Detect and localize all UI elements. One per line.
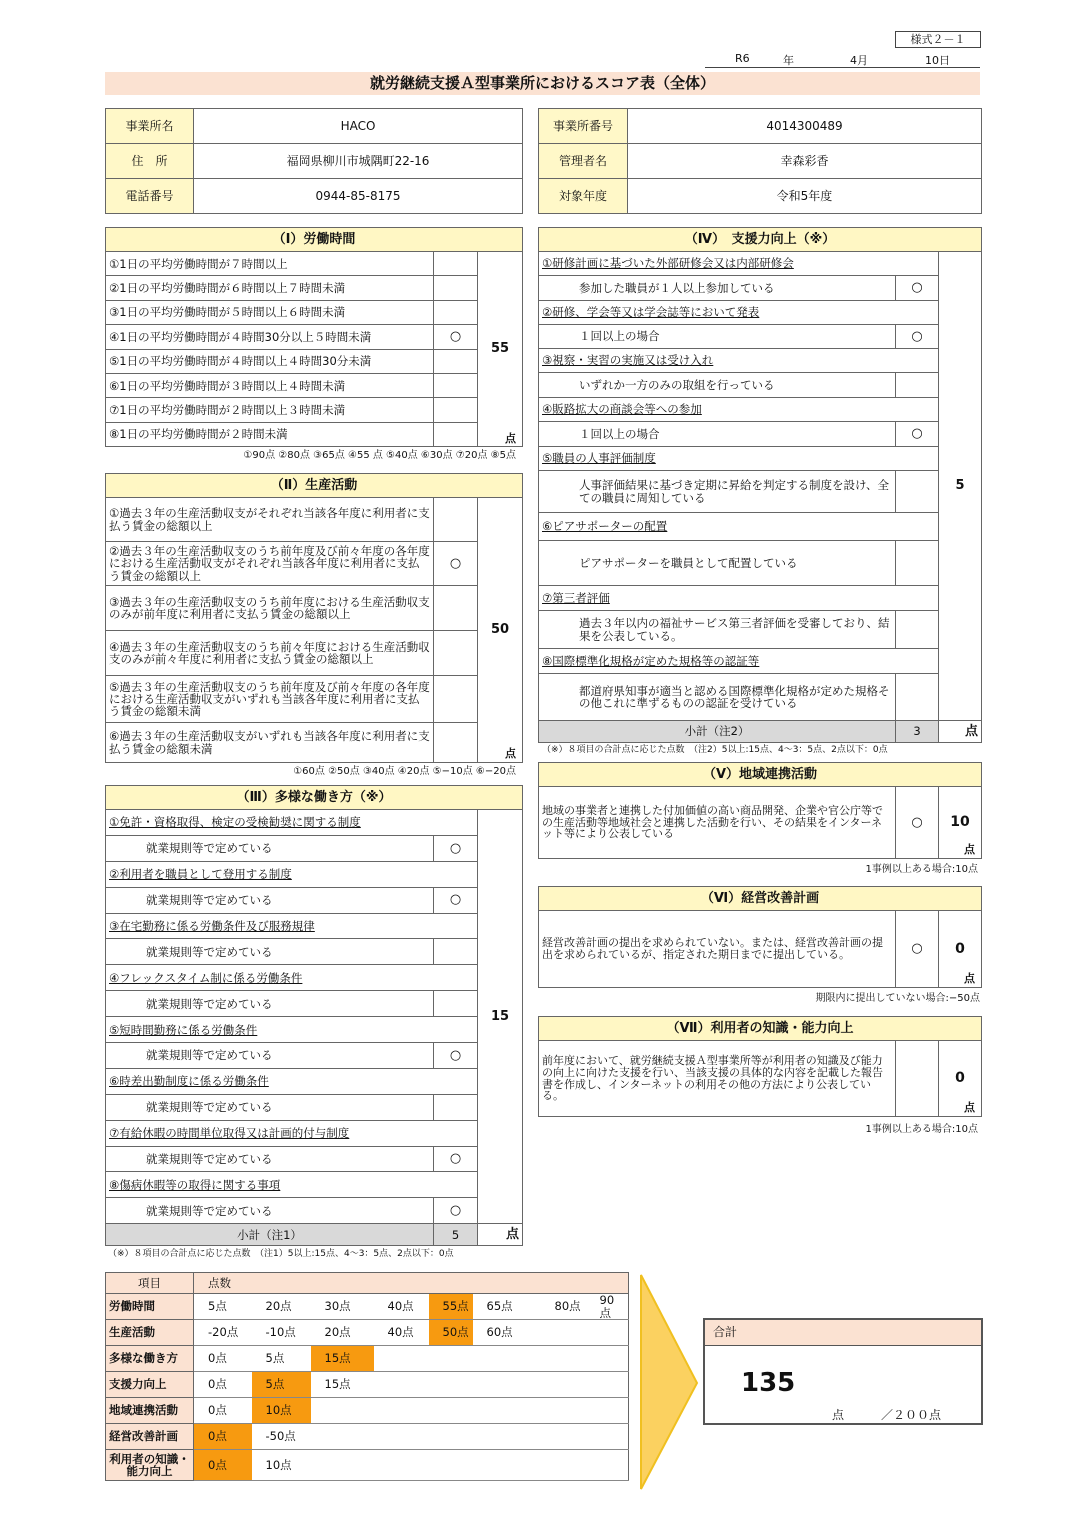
item-description: 就業規則等で定めている xyxy=(106,887,434,913)
section-diverse-work-note: （※）８項目の合計点に応じた点数 （注1）5以上:15点、4〜3：5点、2点以下：0点 xyxy=(108,1249,454,1259)
table-row xyxy=(539,721,982,743)
total-max: ／２００点 xyxy=(881,1408,942,1422)
info-label: 住 所 xyxy=(106,144,194,179)
table-row xyxy=(106,723,523,763)
table-row xyxy=(539,422,982,447)
table-row xyxy=(106,835,523,861)
score-option: 5点 xyxy=(194,1294,252,1320)
score-option: 0点 xyxy=(194,1372,252,1398)
item-heading: ③視察・実習の実施又は受け入れ xyxy=(539,349,939,373)
section-user-skills xyxy=(538,1016,982,1117)
total-value: 135 xyxy=(741,1368,796,1398)
table-row xyxy=(106,1450,629,1481)
table-row xyxy=(539,541,982,586)
item-heading: ②研修、学会等又は学会誌等において発表 xyxy=(539,301,939,325)
item-text: 前年度において、就労継続支援Ａ型事業所等が利用者の知識及び能力の向上に向けた支援を行い、当該支援の具体的な内容を記載した報告書を作成し、インターネットの利用その他の方法により公表している。 xyxy=(539,1041,896,1117)
item-text: ②過去３年の生産活動収支のうち前年度及び前々年度の各年度における生産活動収支がそれぞれ当該各年度に利用者に支払う賃金の総額以上 xyxy=(106,542,434,586)
item-mark xyxy=(896,541,939,586)
item-description: 就業規則等で定めている xyxy=(106,1198,434,1224)
sec6-score-unit: 点 xyxy=(964,972,975,986)
empty-cell xyxy=(429,1372,473,1398)
score-option: -20点 xyxy=(194,1320,252,1346)
section-regional xyxy=(538,762,982,859)
subtotal-label: 小計（注2） xyxy=(539,721,896,743)
empty-cell xyxy=(429,1398,473,1424)
summary-row-label: 利用者の知識・能力向上 xyxy=(106,1450,194,1481)
item-mark xyxy=(434,398,478,422)
score-option: 15点 xyxy=(311,1346,374,1372)
empty-cell xyxy=(311,1398,374,1424)
summary-row-label: 生産活動 xyxy=(106,1320,194,1346)
item-text: ③過去３年の生産活動収支のうち前年度における生産活動収支のみが前年度に利用者に支払う賃金の総額以上 xyxy=(106,586,434,631)
sec4-score-cell xyxy=(939,252,982,721)
score-option: 5点 xyxy=(252,1372,311,1398)
empty-cell xyxy=(311,1450,374,1481)
empty-cell xyxy=(586,1346,629,1372)
sec5-header: （Ⅴ）地域連携活動 xyxy=(539,763,982,787)
total-label: 合計 xyxy=(705,1320,981,1346)
empty-cell xyxy=(374,1398,429,1424)
empty-cell xyxy=(429,1346,473,1372)
item-text: ⑦1日の平均労働時間が２時間以上３時間未満 xyxy=(106,398,434,422)
table-row xyxy=(106,861,523,887)
item-description: 過去３年以内の福祉サービス第三者評価を受審しており、結果を公表している。 xyxy=(539,611,896,649)
table-row xyxy=(539,373,982,398)
empty-cell xyxy=(541,1346,586,1372)
item-heading: ⑦有給休暇の時間単位取得又は計画的付与制度 xyxy=(106,1120,478,1146)
table-row xyxy=(106,1017,523,1043)
item-mark xyxy=(434,373,478,397)
table-row xyxy=(539,1041,982,1117)
score-option: 20点 xyxy=(311,1320,374,1346)
item-text: ①1日の平均労働時間が７時間以上 xyxy=(106,252,434,276)
score-option: 10点 xyxy=(252,1398,311,1424)
sec3-score-cell xyxy=(478,810,523,1224)
item-heading: ④フレックスタイム制に係る労働条件 xyxy=(106,965,478,991)
empty-cell xyxy=(473,1424,541,1450)
form-id: 様式２－１ xyxy=(895,31,981,48)
info-value: 0944-85-8175 xyxy=(194,179,523,214)
table-row xyxy=(539,179,982,214)
table-row xyxy=(539,276,982,301)
empty-cell xyxy=(541,1424,586,1450)
date-year: R6 xyxy=(735,52,750,65)
sec3-header: （Ⅲ）多様な働き方（※） xyxy=(106,786,523,810)
empty-cell xyxy=(586,1320,629,1346)
total-unit: 点 xyxy=(832,1408,845,1422)
sec6-header: （Ⅵ）経営改善計画 xyxy=(539,887,982,911)
item-mark: ○ xyxy=(896,787,939,859)
summary-row-label: 経営改善計画 xyxy=(106,1424,194,1450)
table-row xyxy=(106,228,523,252)
summary-row-label: 支援力向上 xyxy=(106,1372,194,1398)
table-row xyxy=(106,1294,629,1320)
item-description: 就業規則等で定めている xyxy=(106,1094,434,1120)
item-heading: ⑤職員の人事評価制度 xyxy=(539,447,939,471)
summary-row-label: 労働時間 xyxy=(106,1294,194,1320)
table-row xyxy=(106,144,523,179)
score-option: 0点 xyxy=(194,1346,252,1372)
score-option: 65点 xyxy=(473,1294,541,1320)
table-row xyxy=(106,1198,523,1224)
total-box xyxy=(703,1318,983,1425)
item-mark xyxy=(434,300,478,324)
sec6-score: 0 xyxy=(955,940,965,957)
item-mark xyxy=(434,723,478,763)
section-support-improvement-note: （※）８項目の合計点に応じた点数 （注2）5以上:15点、4〜3：5点、2点以下：0点 xyxy=(542,745,888,755)
item-description: 人事評価結果に基づき定期に昇給を判定する制度を設け、全ての職員に周知している xyxy=(539,471,896,513)
table-row xyxy=(106,1043,523,1069)
table-row xyxy=(539,674,982,721)
table-row xyxy=(539,649,982,674)
table-row xyxy=(106,109,523,144)
table-row xyxy=(106,325,523,349)
empty-cell xyxy=(541,1450,586,1481)
empty-cell xyxy=(473,1346,541,1372)
table-row xyxy=(539,1017,982,1041)
subtotal-label: 小計（注1） xyxy=(106,1224,434,1246)
item-heading: ⑧国際標準化規格が定めた規格等の認証等 xyxy=(539,649,939,674)
table-row xyxy=(539,349,982,373)
table-row xyxy=(539,301,982,325)
section-diverse-work xyxy=(105,785,523,1246)
section-support-improvement xyxy=(538,227,982,743)
item-text: ⑥過去３年の生産活動収支がいずれも当該各年度に利用者に支払う賃金の総額未満 xyxy=(106,723,434,763)
table-row xyxy=(106,1320,629,1346)
table-row xyxy=(539,144,982,179)
item-heading: ⑥ピアサポーターの配置 xyxy=(539,513,939,541)
item-heading: ⑥時差出勤制度に係る労働条件 xyxy=(106,1068,478,1094)
sec1-score-unit: 点 xyxy=(505,431,517,445)
item-mark xyxy=(434,252,478,276)
score-option: 80点 xyxy=(541,1294,586,1320)
table-row xyxy=(539,763,982,787)
table-row xyxy=(106,991,523,1017)
score-option: 0点 xyxy=(194,1424,252,1450)
item-mark xyxy=(434,498,478,542)
info-value: HACO xyxy=(194,109,523,144)
table-row xyxy=(106,1120,523,1146)
empty-cell xyxy=(429,1424,473,1450)
item-heading: ⑧傷病休暇等の取得に関する事項 xyxy=(106,1172,478,1198)
empty-cell xyxy=(429,1450,473,1481)
sec7-score: 0 xyxy=(955,1070,965,1087)
item-description: 就業規則等で定めている xyxy=(106,835,434,861)
table-row xyxy=(106,1346,629,1372)
table-row xyxy=(539,513,982,541)
score-summary-table xyxy=(105,1272,629,1481)
score-option: 20点 xyxy=(252,1294,311,1320)
item-mark xyxy=(896,1041,939,1117)
subtotal-unit: 点 xyxy=(478,1224,523,1246)
score-option: 0点 xyxy=(194,1450,252,1481)
sec3-score: 15 xyxy=(490,1008,510,1024)
item-mark: ○ xyxy=(434,542,478,586)
table-row xyxy=(106,676,523,723)
item-description: １回以上の場合 xyxy=(539,422,896,447)
score-option: 40点 xyxy=(374,1320,429,1346)
subtotal-value: 5 xyxy=(434,1224,478,1246)
empty-cell xyxy=(541,1320,586,1346)
table-row xyxy=(106,887,523,913)
item-mark xyxy=(434,276,478,300)
table-row xyxy=(106,965,523,991)
empty-cell xyxy=(541,1398,586,1424)
sec5-score-cell xyxy=(939,787,982,859)
table-row xyxy=(106,300,523,324)
table-row xyxy=(539,471,982,513)
table-row xyxy=(106,1372,629,1398)
office-info-table-right xyxy=(538,108,982,214)
item-text: ⑤過去３年の生産活動収支のうち前年度及び前々年度の各年度における生産活動収支がいずれも当該各年度に利用者に支払う賃金の総額未満 xyxy=(106,676,434,723)
section-working-hours xyxy=(105,227,523,447)
item-heading: ⑤短時間勤務に係る労働条件 xyxy=(106,1017,478,1043)
section-working-hours-note: ①90点 ②80点 ③65点 ④55 点 ⑤40点 ⑥30点 ⑦20点 ⑧5点 xyxy=(243,450,516,461)
item-heading: ③在宅勤務に係る労働条件及び服務規律 xyxy=(106,913,478,939)
score-option: 55点 xyxy=(429,1294,473,1320)
table-row xyxy=(106,631,523,676)
item-text: 地域の事業者と連携した付加価値の高い商品開発、企業や官公庁等での生産活動等地域社会と連携した活動を行い、その結果をインターネット等により公表している xyxy=(539,787,896,859)
item-text: ②1日の平均労働時間が６時間以上７時間未満 xyxy=(106,276,434,300)
info-value: 4014300489 xyxy=(628,109,982,144)
item-heading: ②利用者を職員として登用する制度 xyxy=(106,861,478,887)
table-row xyxy=(106,373,523,397)
info-value: 令和5年度 xyxy=(628,179,982,214)
section-production-note: ①60点 ②50点 ③40点 ④20点 ⑤−10点 ⑥−20点 xyxy=(293,766,516,777)
item-mark xyxy=(896,471,939,513)
score-option: -50点 xyxy=(252,1424,311,1450)
sec1-header: （Ⅰ）労働時間 xyxy=(106,228,523,252)
item-mark: ○ xyxy=(434,1198,478,1224)
info-label: 事業所番号 xyxy=(539,109,628,144)
item-description: 就業規則等で定めている xyxy=(106,939,434,965)
empty-cell xyxy=(586,1398,629,1424)
table-row xyxy=(106,252,523,276)
item-mark xyxy=(434,422,478,446)
item-text: ③1日の平均労働時間が５時間以上６時間未満 xyxy=(106,300,434,324)
item-mark xyxy=(434,586,478,631)
item-mark: ○ xyxy=(896,422,939,447)
col-score-header: 点数 xyxy=(194,1273,629,1294)
table-row xyxy=(539,787,982,859)
item-heading: ①免許・資格取得、検定の受検勧奨に関する制度 xyxy=(106,810,478,836)
table-row xyxy=(106,786,523,810)
item-mark: ○ xyxy=(896,276,939,301)
date-line xyxy=(705,52,980,68)
sec4-header: （Ⅳ） 支援力向上（※） xyxy=(539,228,982,252)
sec2-score: 50 xyxy=(490,622,510,638)
table-row xyxy=(106,939,523,965)
item-text: ⑤1日の平均労働時間が４時間以上４時間30分未満 xyxy=(106,349,434,373)
table-row xyxy=(539,398,982,422)
item-text: ④過去３年の生産活動収支のうち前々年度における生産活動収支のみが前々年度に利用者に支払う賃金の総額以上 xyxy=(106,631,434,676)
empty-cell xyxy=(586,1424,629,1450)
item-mark: ○ xyxy=(434,1043,478,1069)
section-user-skills-note: 1事例以上ある場合:10点 xyxy=(865,1124,978,1135)
date-year-label: 年 xyxy=(783,54,794,67)
sec5-score-unit: 点 xyxy=(964,843,976,857)
table-row xyxy=(106,810,523,836)
item-text: 経営改善計画の提出を求められていない。または、経営改善計画の提出を求められているが、指定された期日までに提出している。 xyxy=(539,911,896,988)
table-row xyxy=(539,887,982,911)
table-row xyxy=(539,325,982,349)
empty-cell xyxy=(473,1450,541,1481)
item-text: ⑥1日の平均労働時間が３時間以上４時間未満 xyxy=(106,373,434,397)
table-row xyxy=(106,1224,523,1246)
table-row xyxy=(106,1172,523,1198)
empty-cell xyxy=(374,1450,429,1481)
table-row xyxy=(106,1273,629,1294)
sec2-header: （Ⅱ）生産活動 xyxy=(106,474,523,498)
item-description: 都道府県知事が適当と認める国際標準化規格が定めた規格その他これに準ずるものの認証を受けている xyxy=(539,674,896,721)
item-text: ⑧1日の平均労働時間が２時間未満 xyxy=(106,422,434,446)
empty-cell xyxy=(473,1372,541,1398)
item-heading: ①研修計画に基づいた外部研修会又は内部研修会 xyxy=(539,252,939,276)
section-regional-note: 1事例以上ある場合:10点 xyxy=(865,864,978,875)
info-label: 電話番号 xyxy=(106,179,194,214)
empty-cell xyxy=(374,1424,429,1450)
item-mark: ○ xyxy=(434,887,478,913)
table-row xyxy=(106,1068,523,1094)
score-option: 10点 xyxy=(252,1450,311,1481)
item-text: ①過去３年の生産活動収支がそれぞれ当該各年度に利用者に支払う賃金の総額以上 xyxy=(106,498,434,542)
empty-cell xyxy=(311,1424,374,1450)
empty-cell xyxy=(586,1372,629,1398)
item-description: ピアサポーターを職員として配置している xyxy=(539,541,896,586)
table-row xyxy=(106,1398,629,1424)
table-row xyxy=(539,911,982,988)
item-description: 就業規則等で定めている xyxy=(106,1043,434,1069)
subtotal-unit: 点 xyxy=(939,721,982,743)
section-management-plan-note: 期限内に提出していない場合:−50点 xyxy=(815,993,980,1004)
section-production xyxy=(105,473,523,763)
score-option: 40点 xyxy=(374,1294,429,1320)
score-option: 50点 xyxy=(429,1320,473,1346)
subtotal-value: 3 xyxy=(896,721,939,743)
item-description: １回以上の場合 xyxy=(539,325,896,349)
section-management-plan xyxy=(538,886,982,988)
info-label: 管理者名 xyxy=(539,144,628,179)
table-row xyxy=(106,398,523,422)
date-day: 10日 xyxy=(925,54,950,67)
score-option: 60点 xyxy=(473,1320,541,1346)
table-row xyxy=(106,422,523,446)
score-option: 30点 xyxy=(311,1294,374,1320)
sec7-score-unit: 点 xyxy=(964,1101,975,1115)
sec1-score-cell xyxy=(478,252,523,447)
summary-row-label: 地域連携活動 xyxy=(106,1398,194,1424)
sec2-score-unit: 点 xyxy=(505,747,517,761)
item-mark xyxy=(434,349,478,373)
score-option: 0点 xyxy=(194,1398,252,1424)
info-value: 福岡県柳川市城隅町22-16 xyxy=(194,144,523,179)
table-row xyxy=(106,586,523,631)
empty-cell xyxy=(586,1450,629,1481)
sec6-score-cell xyxy=(939,911,982,988)
table-row xyxy=(539,228,982,252)
table-row xyxy=(106,498,523,542)
info-value: 幸森彩香 xyxy=(628,144,982,179)
item-mark xyxy=(896,611,939,649)
date-month: 4月 xyxy=(850,54,868,67)
table-row xyxy=(106,542,523,586)
info-label: 対象年度 xyxy=(539,179,628,214)
item-mark xyxy=(434,1094,478,1120)
item-mark: ○ xyxy=(434,1146,478,1172)
arrow-icon xyxy=(638,1272,700,1492)
item-mark xyxy=(434,991,478,1017)
score-option: 15点 xyxy=(311,1372,374,1398)
item-mark xyxy=(896,674,939,721)
item-mark: ○ xyxy=(896,911,939,988)
table-row xyxy=(106,1146,523,1172)
item-mark: ○ xyxy=(434,835,478,861)
score-option: -10点 xyxy=(252,1320,311,1346)
item-description: 就業規則等で定めている xyxy=(106,1146,434,1172)
table-row xyxy=(106,349,523,373)
table-row xyxy=(106,276,523,300)
sec4-score: 5 xyxy=(955,478,965,494)
empty-cell xyxy=(541,1372,586,1398)
empty-cell xyxy=(473,1398,541,1424)
empty-cell xyxy=(374,1346,429,1372)
sec1-score: 55 xyxy=(490,341,510,357)
table-row xyxy=(539,447,982,471)
table-row xyxy=(106,474,523,498)
empty-cell xyxy=(374,1372,429,1398)
table-row xyxy=(106,1424,629,1450)
table-row xyxy=(106,1094,523,1120)
sec7-score-cell xyxy=(939,1041,982,1117)
col-item-header: 項目 xyxy=(106,1273,194,1294)
summary-row-label: 多様な働き方 xyxy=(106,1346,194,1372)
score-option: 5点 xyxy=(252,1346,311,1372)
item-description: 参加した職員が１人以上参加している xyxy=(539,276,896,301)
item-text: ④1日の平均労働時間が４時間30分以上５時間未満 xyxy=(106,325,434,349)
item-mark xyxy=(434,676,478,723)
item-mark xyxy=(434,939,478,965)
item-heading: ④販路拡大の商談会等への参加 xyxy=(539,398,939,422)
item-mark: ○ xyxy=(896,325,939,349)
item-description: 就業規則等で定めている xyxy=(106,991,434,1017)
table-row xyxy=(539,252,982,276)
office-info-table xyxy=(105,108,523,214)
table-row xyxy=(106,913,523,939)
item-mark xyxy=(434,631,478,676)
item-mark xyxy=(896,373,939,398)
table-row xyxy=(539,109,982,144)
table-row xyxy=(539,611,982,649)
table-row xyxy=(539,586,982,611)
item-heading: ⑦第三者評価 xyxy=(539,586,939,611)
item-description: いずれか一方のみの取組を行っている xyxy=(539,373,896,398)
sec2-score-cell xyxy=(478,498,523,763)
table-row xyxy=(106,179,523,214)
score-option: 90点 xyxy=(586,1294,629,1320)
info-label: 事業所名 xyxy=(106,109,194,144)
page-title: 就労継続支援Ａ型事業所におけるスコア表（全体） xyxy=(105,72,980,95)
item-mark: ○ xyxy=(434,325,478,349)
sec7-header: （Ⅶ）利用者の知識・能力向上 xyxy=(539,1017,982,1041)
sec5-score: 10 xyxy=(950,814,970,831)
